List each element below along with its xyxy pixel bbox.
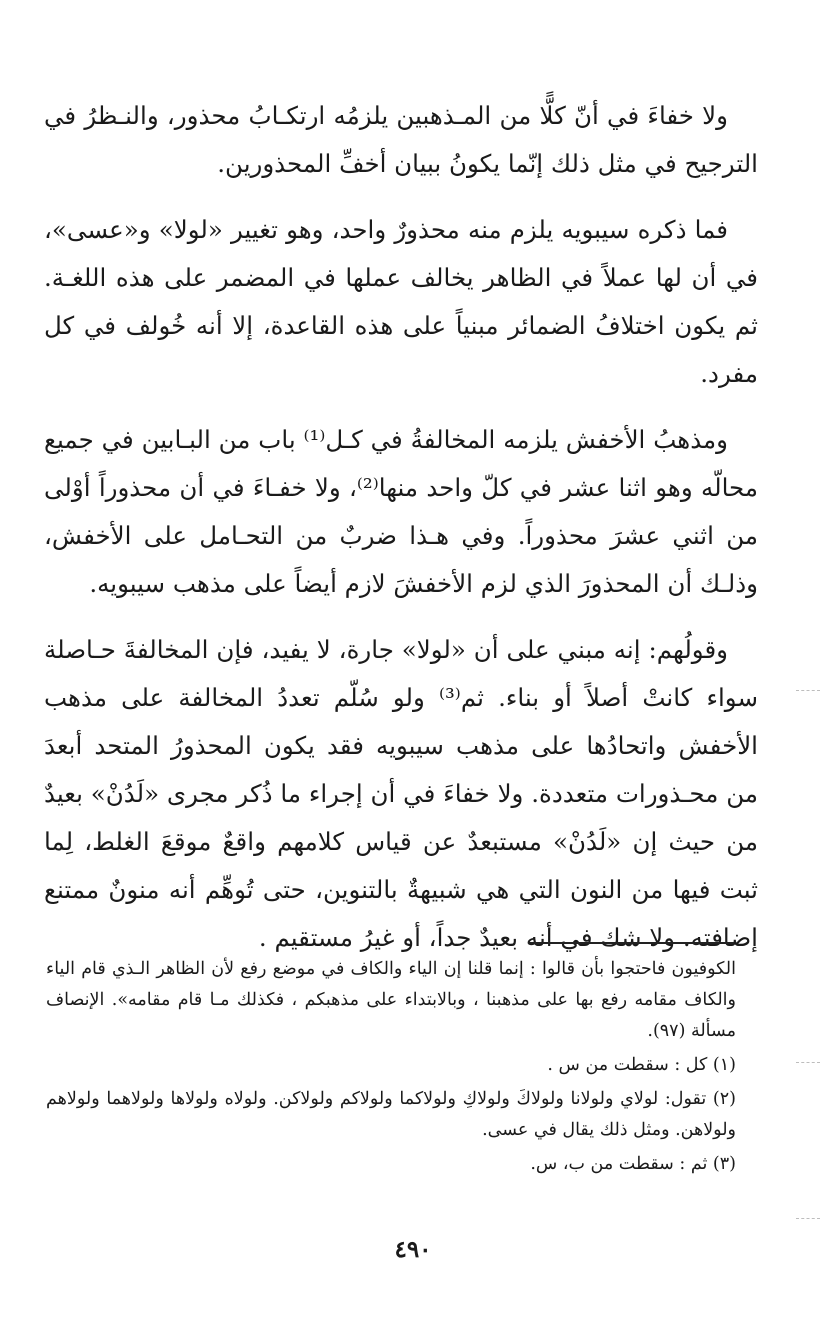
main-text [44,92,758,980]
footnote-separator [528,942,734,944]
footnote-1: (١) كل : سقطت من س . [547,1055,736,1075]
paragraph-1: ولا خفاءَ في أنّ كلًّا من المـذهبين يلزمُه ارتكـابُ محذور، والنـظرُ في الترجيح في مثل ذلك إنّما يكونُ ببيان أخفِّ المحذورين. [44,101,758,178]
paragraph-3: ومذهبُ الأخفش يلزمه المخالفةُ في كـل⁽¹⁾ باب من البـابين في جميع محالّه وهو اثنا عشر في كلّ واحد منها⁽²⁾، ولا خفـاءَ في أن محذوراً أوْلى من اثني عشرَ محذوراً. وفي هـذا ضربٌ من التحـامل على الأخفش، وذلـك أن المحذورَ الذي لزم الأخفشَ لازم أيضاً على مذهب سيبويه. [44,425,758,598]
scan-edge-mark [796,1062,820,1063]
paragraph-4: وقولُهم: إنه مبني على أن «لولا» جارة، لا يفيد، فإن المخالفةَ حـاصلة سواء كانتْ أصلاً أو بناء. ثم⁽³⁾ ولو سُلّم تعددُ المخالفة على مذهب الأخفش واتحادُها على مذهب سيبويه فقد يكون المحذورُ المتحد أبعدَ من محـذورات متعددة. ولا خفاءَ في أن إجراء ما ذُكر مجرى «لَدُنْ» بعيدٌ من حيث إن «لَدُنْ» مستبعدٌ عن قياس كلامهم واقعٌ موقعَ الغلط، لِما ثبت فيها من النون التي هي شبيهةٌ بالتنوين، حتى تُوهِّم أنه منونٌ ممتنع إضافته. ولا شك في أنه بعيدٌ جداً، أو غيرُ مستقيم . [44,635,758,952]
footnote-3: (٣) ثم : سقطت من ب، س. [530,1154,736,1174]
footnotes [46,954,736,1180]
paragraph-2: فما ذكره سيبويه يلزم منه محذورٌ واحد، وهو تغيير «لولا» و«عسى»، في أن لها عملاً في الظاهر يخالف عملها في المضمر على هذه اللغـة. ثم يكون اختلافُ الضمائر مبنياً على هذه القاعدة، إلا أنه خُولف في كل مفرد. [44,215,758,388]
footnote-continuation: الكوفيون فاحتجوا بأن قالوا : إنما قلنا إن الياء والكاف في موضع رفع لأن الظاهر الـذي قام الياء والكاف مقامه رفع بها على مذهبنا ، وبالابتداء على مذهبكم ، فكذلك مـا قام مقامه». الإنصاف مسألة (٩٧). [46,959,736,1041]
scan-edge-mark [796,690,820,691]
footnote-2: (٢) تقول: لولاي ولولانا ولولاكَ ولولاكِ ولولاكما ولولاكم ولولاكن. ولولاه ولولاها ولولاهما ولولاهم ولولاهن. ومثل ذلك يقال في عسى. [46,1089,736,1140]
scan-edge-mark [796,1218,820,1219]
page-number: ٤٩٠ [394,1236,432,1263]
